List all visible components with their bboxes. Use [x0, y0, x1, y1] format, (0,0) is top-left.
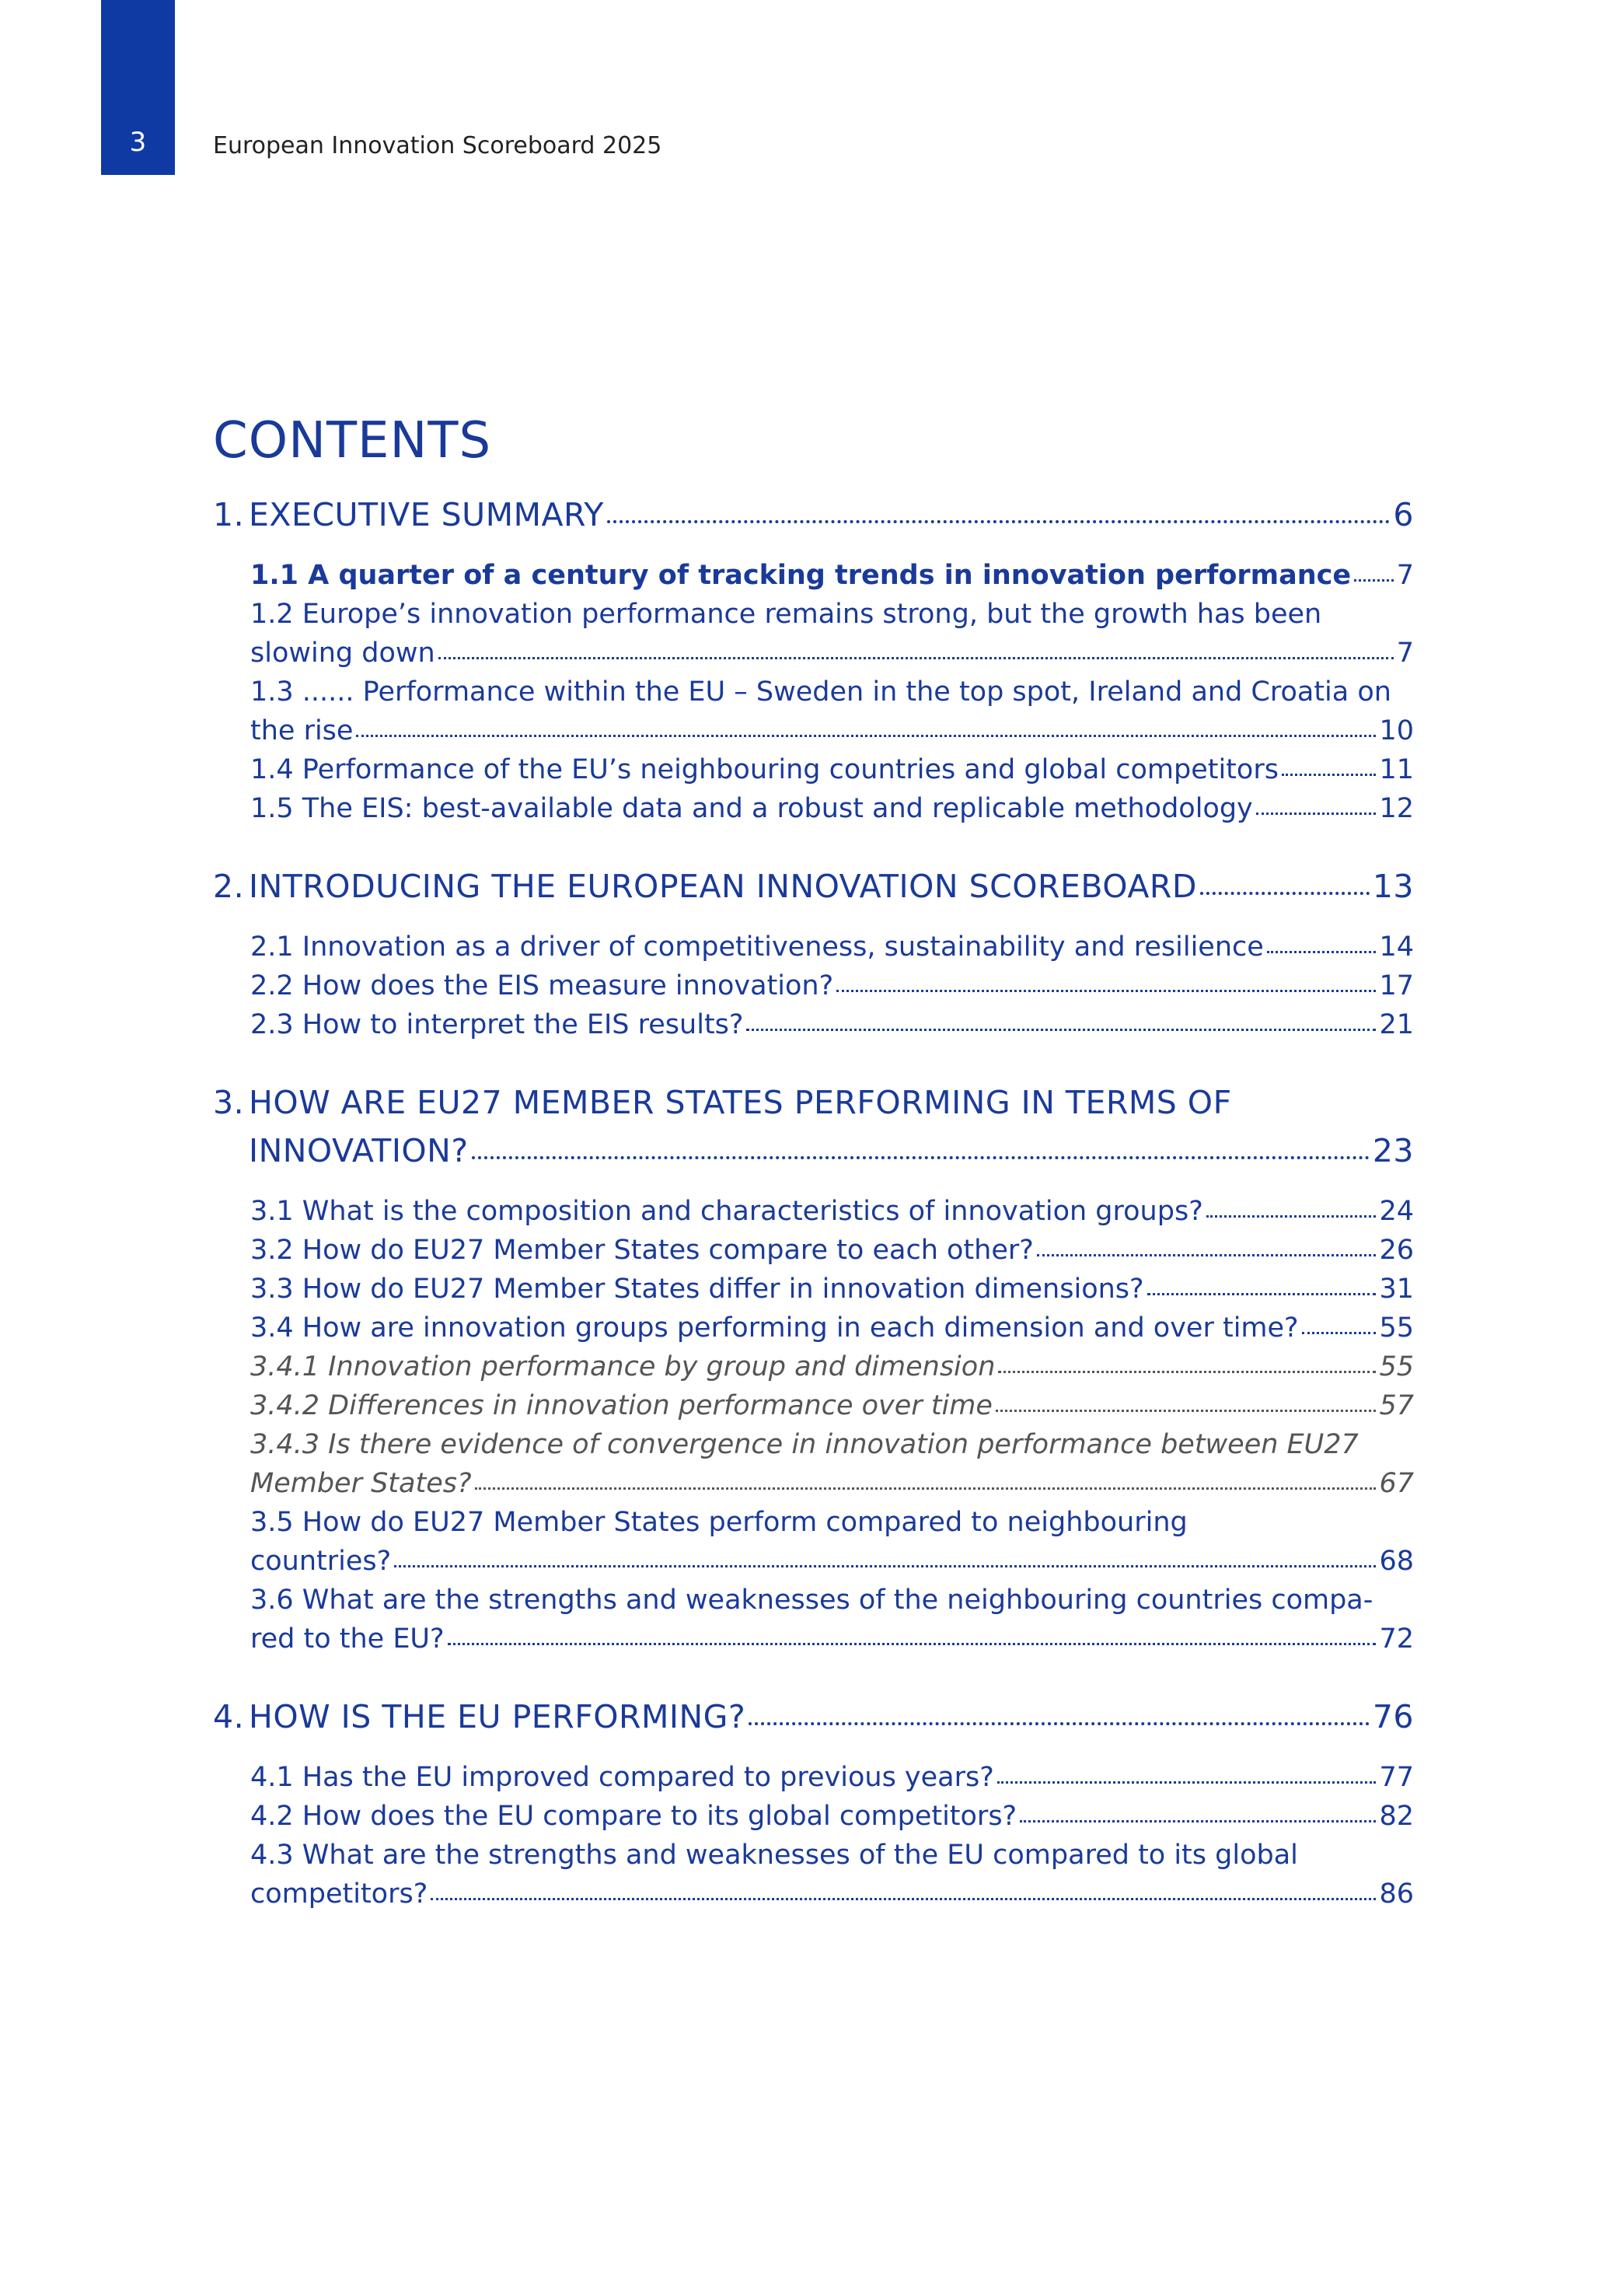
page-ref: 31 [1379, 1274, 1414, 1305]
entry-text: 4.3 What are the strengths and weaknesses of the EU compared to its global [250, 1840, 1298, 1871]
page-tab [101, 0, 175, 175]
running-title: European Innovation Scoreboard 2025 [213, 132, 662, 159]
dot-leader [746, 1029, 1376, 1031]
dot-leader [1020, 1820, 1376, 1822]
entry-text-cont: countries? [250, 1546, 392, 1577]
section-title: HOW IS THE EU PERFORMING? [249, 1698, 746, 1735]
page-ref: 11 [1379, 754, 1414, 785]
dot-leader [394, 1565, 1376, 1567]
dot-leader [448, 1643, 1377, 1645]
entry-text: 3.6 What are the strengths and weaknesses of the neighbouring countries compa- [250, 1585, 1373, 1616]
toc-section-3 [213, 1078, 1414, 1658]
dot-leader [472, 1156, 1370, 1159]
toc-entry[interactable] [250, 1581, 1414, 1658]
dot-leader [996, 1410, 1377, 1412]
toc-entry[interactable] [250, 673, 1414, 750]
section-number: 1. [213, 496, 245, 533]
page-ref: 82 [1379, 1801, 1414, 1832]
toc-entry[interactable] [250, 1758, 1414, 1797]
page-ref: 10 [1379, 715, 1414, 746]
toc-section-1 [213, 491, 1414, 828]
entry-text-cont: the rise [250, 715, 354, 746]
page-ref: 7 [1396, 560, 1414, 591]
entry-text-cont: slowing down [250, 638, 435, 669]
toc-entry[interactable] [250, 966, 1414, 1005]
dot-leader [1282, 774, 1377, 776]
page-ref: 68 [1379, 1546, 1414, 1577]
page-ref: 21 [1379, 1009, 1414, 1040]
entry-text-cont: red to the EU? [250, 1623, 445, 1655]
entry-text: 1.4 Performance of the EU’s neighbouring countries and global competitors [250, 754, 1279, 785]
page-ref: 13 [1372, 868, 1414, 905]
page-ref: 12 [1379, 793, 1414, 824]
page-ref: 86 [1379, 1878, 1414, 1910]
dot-leader [1267, 951, 1377, 953]
toc-entry[interactable] [250, 556, 1414, 595]
toc-entry[interactable] [250, 928, 1414, 966]
page-ref: 72 [1379, 1623, 1414, 1655]
entry-text: 3.4.2 Differences in innovation performance over time [250, 1390, 993, 1421]
entry-text: 4.2 How does the EU compare to its global competitors? [250, 1801, 1017, 1832]
entry-text: 3.5 How do EU27 Member States perform compared to neighbouring [250, 1507, 1188, 1538]
toc-entry[interactable] [250, 595, 1414, 673]
toc-entry[interactable] [250, 1270, 1414, 1309]
dot-leader [749, 1722, 1370, 1725]
section-number: 4. [213, 1698, 245, 1735]
dot-leader [1147, 1293, 1377, 1295]
section-title: INTRODUCING THE EUROPEAN INNOVATION SCOREBOARD [249, 868, 1197, 905]
dot-leader [998, 1371, 1376, 1373]
toc-entry[interactable] [250, 1797, 1414, 1836]
page-ref: 76 [1372, 1698, 1414, 1735]
page-ref: 14 [1379, 931, 1414, 963]
page-ref: 55 [1379, 1312, 1414, 1344]
page-ref: 23 [1372, 1132, 1414, 1169]
toc-section-heading[interactable] [213, 862, 1414, 910]
entry-text: 3.1 What is the composition and characteristics of innovation groups? [250, 1196, 1203, 1227]
toc-title: CONTENTS [213, 412, 492, 470]
toc-entry[interactable] [250, 1503, 1414, 1581]
toc-subentry[interactable] [250, 1386, 1414, 1425]
page-ref: 57 [1379, 1390, 1414, 1421]
entry-text: 1.2 Europe’s innovation performance remains strong, but the growth has been [250, 599, 1322, 630]
entry-text: 3.4 How are innovation groups performing in each dimension and over time? [250, 1312, 1299, 1344]
entry-text: 3.4.3 Is there evidence of convergence in innovation performance between EU27 [250, 1429, 1359, 1460]
dot-leader [1200, 892, 1370, 895]
section-title-cont: INNOVATION? [249, 1132, 469, 1169]
entry-text-cont: Member States? [250, 1468, 472, 1499]
dot-leader [607, 520, 1391, 523]
page-number: 3 [129, 127, 147, 158]
entry-text: 3.2 How do EU27 Member States compare to each other? [250, 1235, 1034, 1266]
section-title: HOW ARE EU27 MEMBER STATES PERFORMING IN TERMS OF [249, 1084, 1232, 1121]
dot-leader [438, 657, 1394, 659]
toc-entry[interactable] [250, 1005, 1414, 1044]
table-of-contents [213, 408, 1414, 1913]
entry-text: 4.1 Has the EU improved compared to previous years? [250, 1762, 994, 1793]
toc-section-2 [213, 862, 1414, 1044]
entry-text: 2.2 How does the EIS measure innovation? [250, 970, 834, 1001]
page-ref: 7 [1396, 638, 1414, 669]
toc-entry[interactable] [250, 1192, 1414, 1231]
entry-text-cont: competitors? [250, 1878, 428, 1910]
dot-leader [475, 1487, 1377, 1490]
entry-text: 3.3 How do EU27 Member States differ in innovation dimensions? [250, 1274, 1144, 1305]
entry-text: 2.1 Innovation as a driver of competitiveness, sustainability and resilience [250, 931, 1264, 963]
section-title: EXECUTIVE SUMMARY [249, 496, 604, 533]
dot-leader [836, 990, 1376, 992]
entry-text: 3.4.1 Innovation performance by group and dimension [250, 1351, 996, 1382]
toc-section-4 [213, 1693, 1414, 1913]
entry-text: 2.3 How to interpret the EIS results? [250, 1009, 744, 1040]
page-ref: 67 [1379, 1468, 1414, 1499]
toc-entry[interactable] [250, 1309, 1414, 1347]
page-ref: 6 [1393, 496, 1414, 533]
entry-text: 1.5 The EIS: best-available data and a robust and replicable methodology [250, 793, 1253, 824]
entry-text: 1.1 A quarter of a century of tracking trends in innovation performance [250, 560, 1352, 591]
page-ref: 77 [1379, 1762, 1414, 1793]
dot-leader [431, 1898, 1376, 1900]
toc-entry[interactable] [250, 1836, 1414, 1913]
dot-leader [1206, 1215, 1377, 1218]
dot-leader [1354, 579, 1394, 582]
toc-entry[interactable] [250, 789, 1414, 828]
section-number: 2. [213, 868, 245, 905]
page-ref: 55 [1379, 1351, 1414, 1382]
toc-subentry[interactable] [250, 1425, 1414, 1503]
dot-leader [997, 1781, 1377, 1784]
toc-section-heading[interactable] [213, 1078, 1414, 1175]
toc-section-heading[interactable] [213, 1693, 1414, 1741]
toc-section-heading[interactable] [213, 491, 1414, 539]
toc-subentry[interactable] [250, 1347, 1414, 1386]
toc-entry[interactable] [250, 1231, 1414, 1270]
section-number: 3. [213, 1084, 245, 1121]
dot-leader [1256, 813, 1377, 815]
dot-leader [1302, 1332, 1377, 1334]
page-ref: 17 [1379, 970, 1414, 1001]
page-ref: 24 [1379, 1196, 1414, 1227]
dot-leader [356, 735, 1376, 737]
entry-text: 1.3 ...... Performance within the EU – Sweden in the top spot, Ireland and Croatia on [250, 676, 1391, 708]
page-ref: 26 [1379, 1235, 1414, 1266]
toc-entry[interactable] [250, 750, 1414, 789]
dot-leader [1037, 1254, 1377, 1256]
